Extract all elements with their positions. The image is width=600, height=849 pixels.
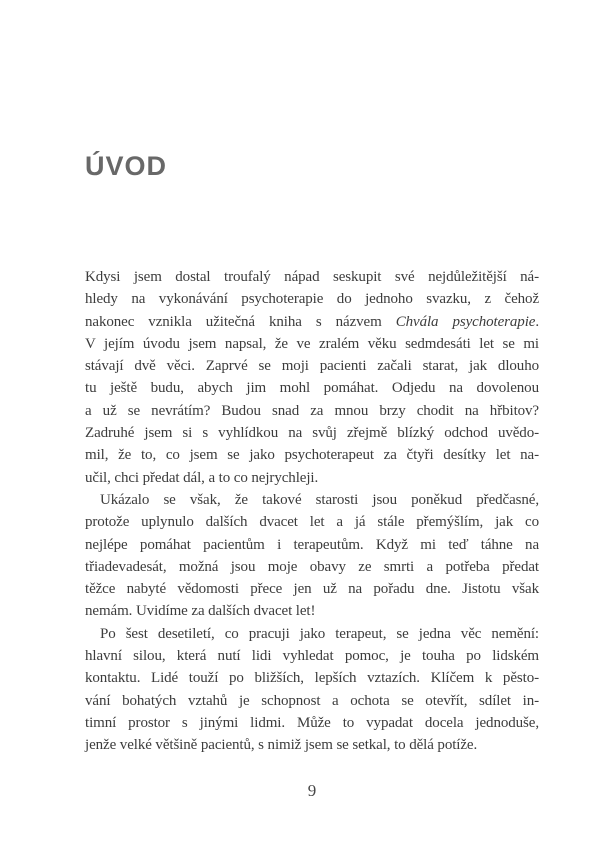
paragraph-line: jenže velké většině pacientů, s nimiž jsem se setkal, to dělá potíže. [85, 737, 478, 754]
paragraph-line [85, 311, 539, 333]
paragraph-line: vání bohatých vztahů je schopnost a ochota se otevřít, sdílet in- [85, 692, 539, 709]
paragraph-line: hledy na vykonávání psychoterapie do jednoho svazku, z čehož [85, 291, 539, 308]
paragraph-line: třiadevadesát, možná jsou moje obavy ze smrti a potřeba předat [85, 558, 539, 575]
chapter-title: ÚVOD [85, 151, 168, 182]
paragraph-line: protože uplynulo dalších dvacet let a já stále přemýšlím, jak co [85, 514, 539, 531]
paragraph-line: V jejím úvodu jsem napsal, že ve zralém věku sedmdesáti let se mi [85, 335, 539, 352]
paragraph-line: a už se nevrátím? Budou snad za mnou brzy chodit na hřbitov? [85, 402, 539, 419]
paragraph-line: kontaktu. Lidé touží po bližších, lepších vztazích. Klíčem k pěsto- [85, 670, 539, 687]
paragraph-line: Ukázalo se však, že takové starosti jsou poněkud předčasné, [100, 491, 539, 508]
paragraph-line: těžce nabyté vědomosti přece jen už na pořadu dne. Jistotu však [85, 581, 539, 598]
line-segment: nakonec vznikla užitečná kniha s názvem [85, 313, 396, 330]
paragraph-line: Kdysi jsem dostal troufalý nápad seskupit své nejdůležitější ná- [85, 269, 539, 285]
paragraph-line: nejlépe pomáhat pacientům i terapeutům. Když mi teď táhne na [85, 536, 539, 553]
paragraph-line: tu ještě budu, abych jim mohl pomáhat. Odjedu na dovolenou [85, 380, 539, 397]
paragraph-line: Zadruhé jsem si s vyhlídkou na svůj zřejmě blízký odchod uvědo- [85, 425, 539, 442]
paragraph-line: nemám. Uvidíme za dalších dvacet let! [85, 603, 316, 620]
paragraph-line: stávají dvě věci. Zaprvé se moji pacienti začali starat, jak dlouho [85, 358, 539, 375]
paragraph-line: Po šest desetiletí, co pracuji jako terapeut, se jedna věc nemění: [100, 625, 539, 642]
paragraph-line: timní prostor s jinými lidmi. Může to vypadat docela jednoduše, [85, 714, 539, 731]
paragraph-line: učil, chci předat dál, a to co nejrychleji. [85, 469, 319, 486]
paragraph-line: hlavní silou, která nutí lidi vyhledat pomoc, je touha po lidském [85, 648, 539, 665]
book-title-italic: Chvála psychoterapie [395, 313, 536, 330]
text-block [85, 266, 539, 757]
page-number: 9 [307, 781, 317, 800]
paragraph-line: mil, že to, co jsem se jako psychoterapeut za čtyři desítky let na- [85, 447, 539, 464]
line-segment: . [535, 313, 539, 330]
